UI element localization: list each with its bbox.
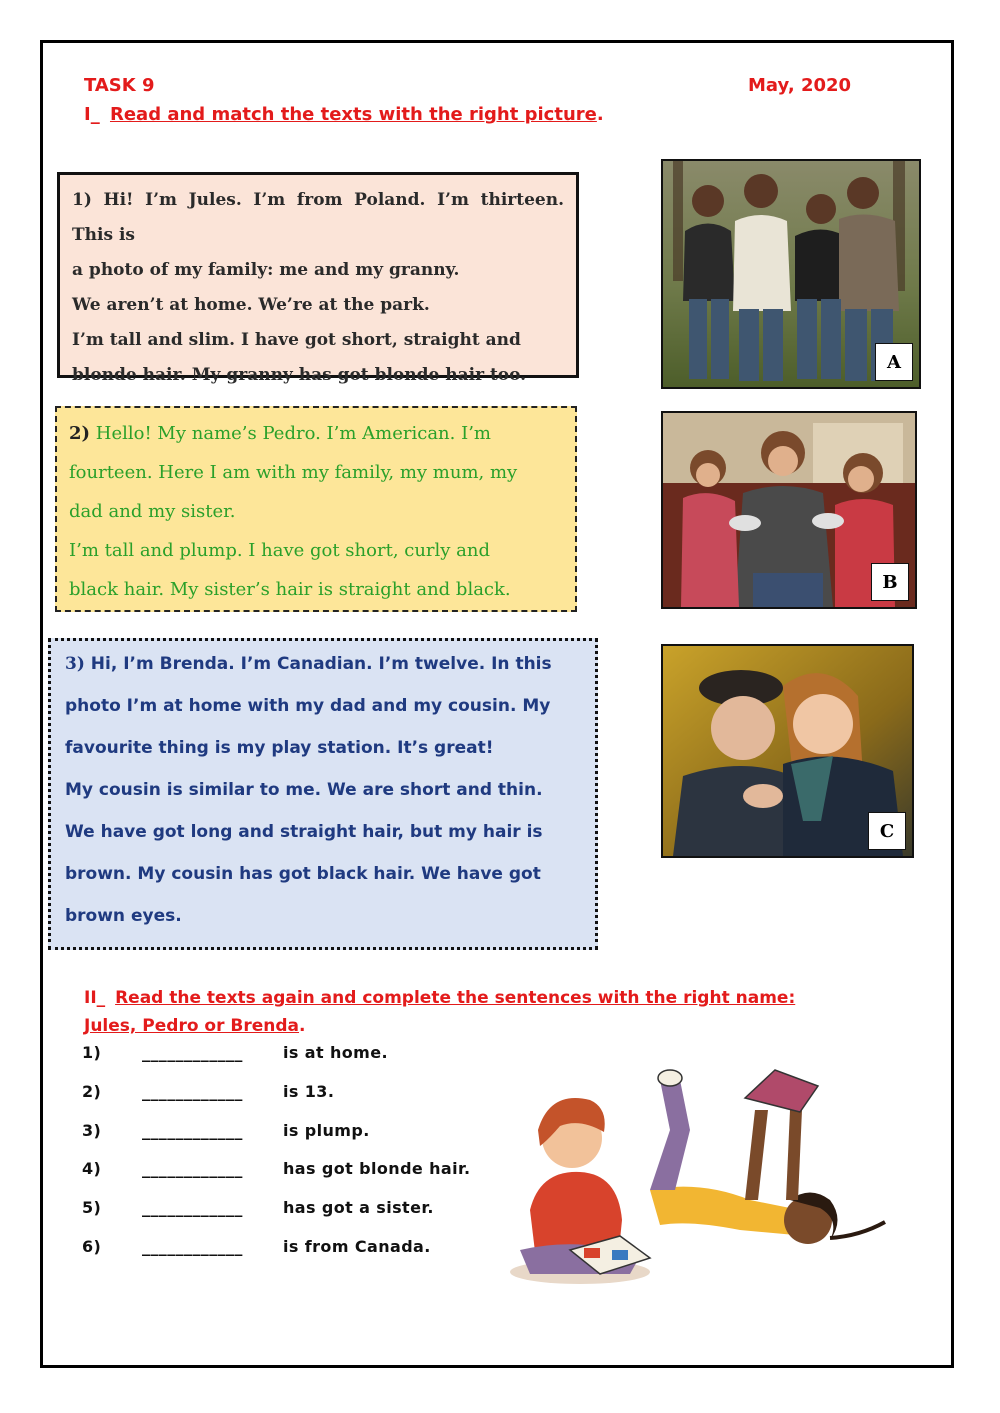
instruction-1-end: . (596, 104, 604, 125)
text-number: 2) (69, 423, 91, 444)
sentence-number: 4) (82, 1159, 102, 1178)
text-line: brown eyes. (65, 906, 182, 926)
text-line: I’m tall and slim. I have got short, straight and (72, 330, 521, 350)
sentence-text: is at home. (283, 1043, 388, 1062)
picture-label: A (875, 343, 913, 381)
text-line: We aren’t at home. We’re at the park. (72, 295, 430, 315)
text-line: We have got long and straight hair, but my hair is (65, 822, 543, 842)
answer-blank[interactable]: ____________ (142, 1159, 243, 1178)
sentence-item (82, 1198, 434, 1217)
sentence-item (82, 1237, 431, 1256)
text-number: 1) (72, 190, 92, 210)
sentence-item (82, 1082, 334, 1101)
sentence-item (82, 1043, 388, 1062)
sentence-number: 1) (82, 1043, 102, 1062)
sentence-number: 2) (82, 1082, 102, 1101)
instruction-1-text: Read and match the texts with the right picture (109, 104, 597, 125)
answer-blank[interactable]: ____________ (142, 1121, 243, 1140)
task-date: May, 2020 (748, 75, 852, 96)
instruction-2-end: . (299, 1016, 306, 1036)
instruction-2-names (84, 1016, 305, 1036)
instruction-1 (84, 104, 604, 125)
sentence-item (82, 1121, 370, 1140)
text-line: fourteen. Here I am with my family, my mum, my (69, 462, 518, 483)
answer-blank[interactable]: ____________ (142, 1043, 243, 1062)
text-line: I’m tall and plump. I have got short, curly and (69, 540, 491, 561)
sentence-number: 5) (82, 1198, 102, 1217)
text-line: a photo of my family: me and my granny. (72, 260, 460, 280)
picture-c-grandmother (661, 644, 914, 858)
picture-label: C (868, 812, 906, 850)
sentence-text: is 13. (283, 1082, 335, 1101)
sentence-text: is from Canada. (283, 1237, 431, 1256)
instruction-2-number: II_ (84, 988, 106, 1008)
instruction-2-line2: Jules, Pedro or Brenda (84, 1016, 300, 1036)
text-line: brown. My cousin has got black hair. We have got (65, 864, 541, 884)
task-title: TASK 9 (84, 75, 155, 96)
text-line: photo I’m at home with my dad and my cousin. My (65, 696, 551, 716)
picture-b-gaming (661, 411, 917, 609)
children-reading-illustration (500, 1060, 900, 1300)
text-line: black hair. My sister’s hair is straight and black. (69, 579, 511, 600)
answer-blank[interactable]: ____________ (142, 1082, 243, 1101)
picture-label: B (871, 563, 909, 601)
text-line: My cousin is similar to me. We are short and thin. (65, 780, 543, 800)
instruction-2-line1: Read the texts again and complete the sentences with the right name: (115, 988, 796, 1008)
text-box-jules (57, 172, 579, 385)
picture-a-family-park (661, 159, 921, 389)
text-line: blonde hair. My granny has got blonde hair too. (72, 365, 527, 385)
text-line: 1) Hi! I’m Jules. I’m from Poland. I’m thirteen. This is (72, 190, 564, 245)
text-number: 3) (65, 654, 85, 674)
sentence-text: has got a sister. (283, 1198, 434, 1217)
text-line: 2) Hello! My name’s Pedro. I’m American. I’m (69, 423, 491, 444)
text-line: dad and my sister. (69, 501, 236, 522)
sentence-text: is plump. (283, 1121, 370, 1140)
sentence-item (82, 1159, 471, 1178)
sentence-number: 6) (82, 1237, 102, 1256)
sentence-number: 3) (82, 1121, 102, 1140)
answer-blank[interactable]: ____________ (142, 1198, 243, 1217)
text-box-brenda (48, 638, 598, 950)
text-line: favourite thing is my play station. It’s great! (65, 738, 494, 758)
text-line: 3) Hi, I’m Brenda. I’m Canadian. I’m twelve. In this (65, 654, 552, 674)
instruction-1-number: I_ (84, 104, 100, 125)
instruction-2 (84, 988, 795, 1008)
answer-blank[interactable]: ____________ (142, 1237, 243, 1256)
text-box-pedro (55, 406, 577, 612)
sentence-text: has got blonde hair. (283, 1159, 471, 1178)
